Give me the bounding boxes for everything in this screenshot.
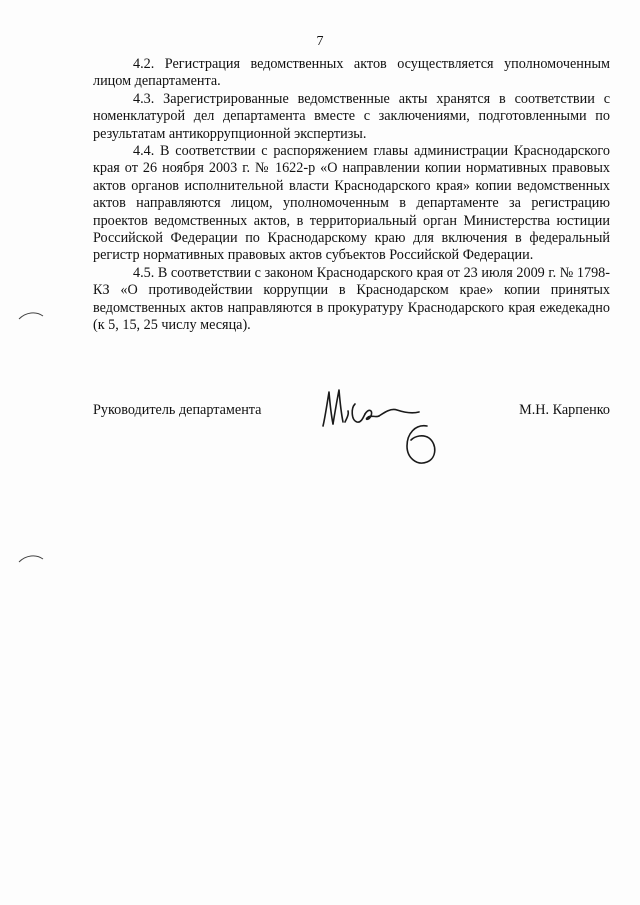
binding-hole-mark-lower bbox=[18, 553, 44, 563]
handwritten-signature bbox=[315, 378, 455, 478]
signer-title: Руководитель департамента bbox=[93, 402, 262, 418]
paragraph-4-4: 4.4. В соответствии с распоряжением главы администрации Краснодарского края от 26 ноября 2003 г. № 1622-р «О направлении копии нормативных правовых актов органов исполнительной власти Краснодарского края» копии ведомственных актов направляются лицом, уполномоченным в департаменте за регистрацию проектов ведомственных актов, в территориальный орган Министерства юстиции Российской Федерации по Краснодарскому краю для включения в федеральный регистр нормативных правовых актов субъектов Российской Федерации. bbox=[93, 143, 610, 264]
page-number: 7 bbox=[316, 34, 324, 49]
paragraph-4-2: 4.2. Регистрация ведомственных актов осуществляется уполномоченным лицом департамента. bbox=[93, 56, 610, 90]
binding-hole-mark-upper bbox=[18, 310, 44, 320]
paragraph-4-5: 4.5. В соответствии с законом Краснодарского края от 23 июля 2009 г. № 1798-КЗ «О противодействии коррупции в Краснодарском крае» копии принятых ведомственных актов направляются в прокуратуру Краснодарского края ежедекадно (к 5, 15, 25 числу месяца). bbox=[93, 264, 610, 334]
document-body bbox=[93, 56, 610, 335]
signer-name: М.Н. Карпенко bbox=[519, 402, 610, 418]
paragraph-4-3: 4.3. Зарегистрированные ведомственные акты хранятся в соответствии с номенклатурой дел департамента вместе с заключениями, подготовленными по результатам антикоррупционной экспертизы. bbox=[93, 90, 610, 142]
